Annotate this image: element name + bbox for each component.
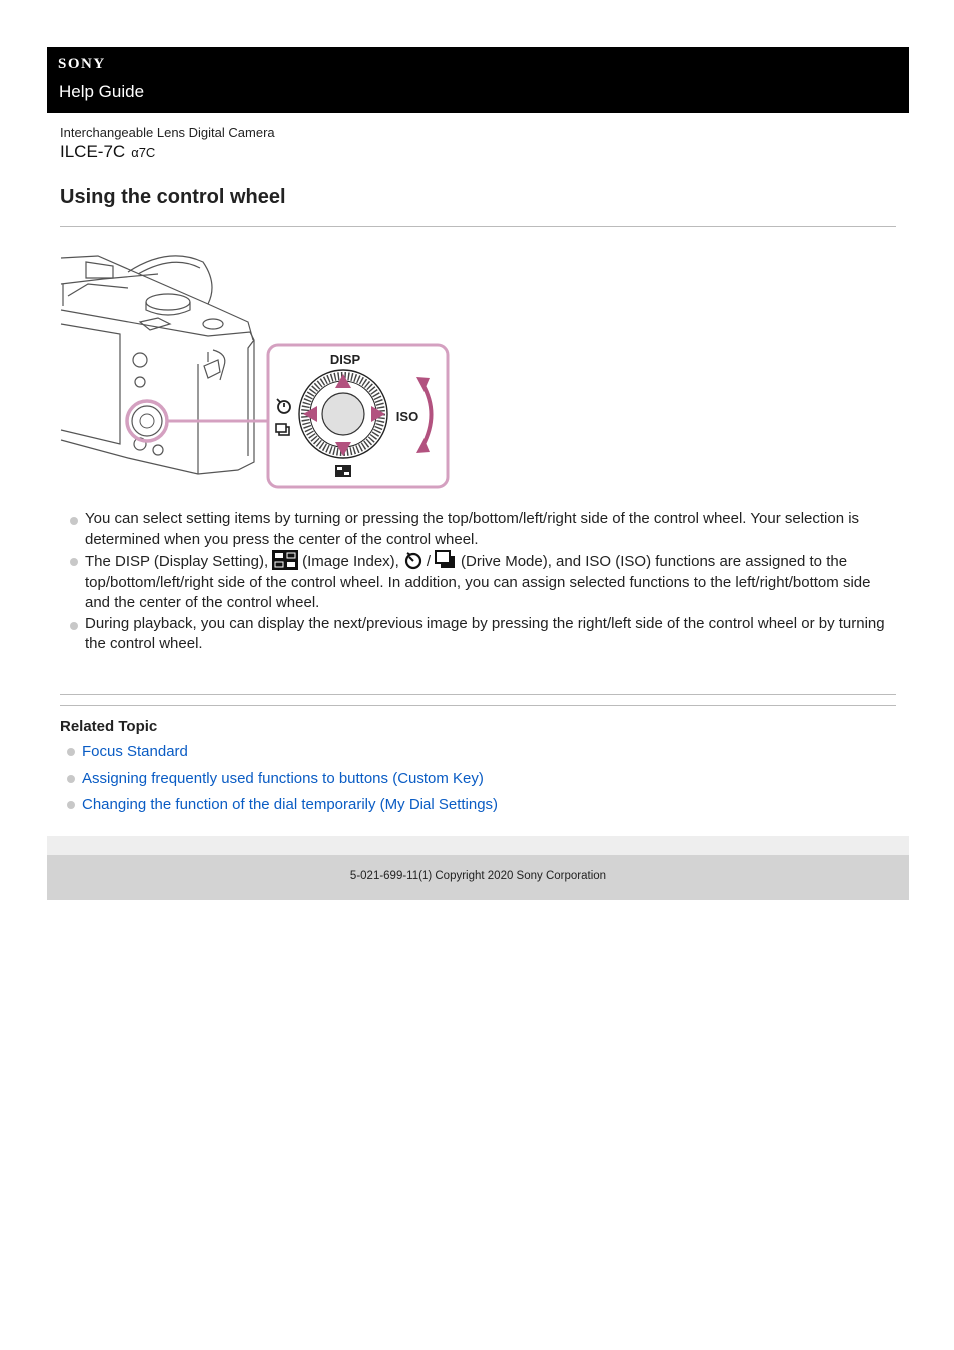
title-divider xyxy=(60,226,896,227)
list-item xyxy=(60,741,498,768)
model-name: ILCE-7C xyxy=(60,142,126,161)
related-topic-list xyxy=(60,741,498,821)
footer-top-band xyxy=(47,836,909,855)
header-bar xyxy=(47,47,909,113)
list-item: The DISP (Display Setting), (Image Index), / (Drive Mode), and ISO (ISO) functions are assigned to the top/bottom/left/right side of the control wheel. In addition, you can assign selected functions to the left/right/bottom side and the center of the control wheel. xyxy=(60,550,896,614)
product-type: Interchangeable Lens Digital Camera xyxy=(60,125,275,140)
list-item: During playback, you can display the next/previous image by pressing the right/left side of the control wheel or by turning the control wheel. xyxy=(60,614,896,655)
center-button xyxy=(322,393,364,435)
list-item xyxy=(60,768,498,795)
sony-logo[interactable]: SONY xyxy=(58,56,106,72)
list-item xyxy=(60,794,498,821)
model-alt-name: α7C xyxy=(131,145,156,160)
link-focus-standard[interactable]: Focus Standard xyxy=(82,743,188,760)
iso-label: ISO xyxy=(395,409,419,424)
camera-body-drawing xyxy=(61,256,254,474)
image-index-icon xyxy=(272,550,298,570)
product-model xyxy=(60,142,155,162)
link-my-dial-settings[interactable]: Changing the function of the dial temporarily (My Dial Settings) xyxy=(82,796,499,813)
drive-mode-icon xyxy=(435,550,457,570)
self-timer-icon xyxy=(403,550,423,570)
page-title: Using the control wheel xyxy=(60,186,286,208)
control-wheel-illustration xyxy=(58,244,454,492)
list-item: You can select setting items by turning or pressing the top/bottom/left/right side of the control wheel. Your selection is determined when you press the center of the control wheel. xyxy=(60,509,896,550)
image-index-icon xyxy=(335,465,351,477)
disp-label: DISP xyxy=(329,352,361,367)
wheel-dial xyxy=(299,370,387,458)
description-list xyxy=(60,509,896,655)
footer xyxy=(47,855,909,900)
related-topic-heading: Related Topic xyxy=(60,718,158,735)
section-divider-2 xyxy=(60,705,896,706)
copyright-text: 5-021-699-11(1) Copyright 2020 Sony Corporation xyxy=(349,870,607,882)
help-guide-title: Help Guide xyxy=(59,82,145,101)
section-divider xyxy=(60,694,896,695)
link-custom-key[interactable]: Assigning frequently used functions to buttons (Custom Key) xyxy=(82,769,484,787)
